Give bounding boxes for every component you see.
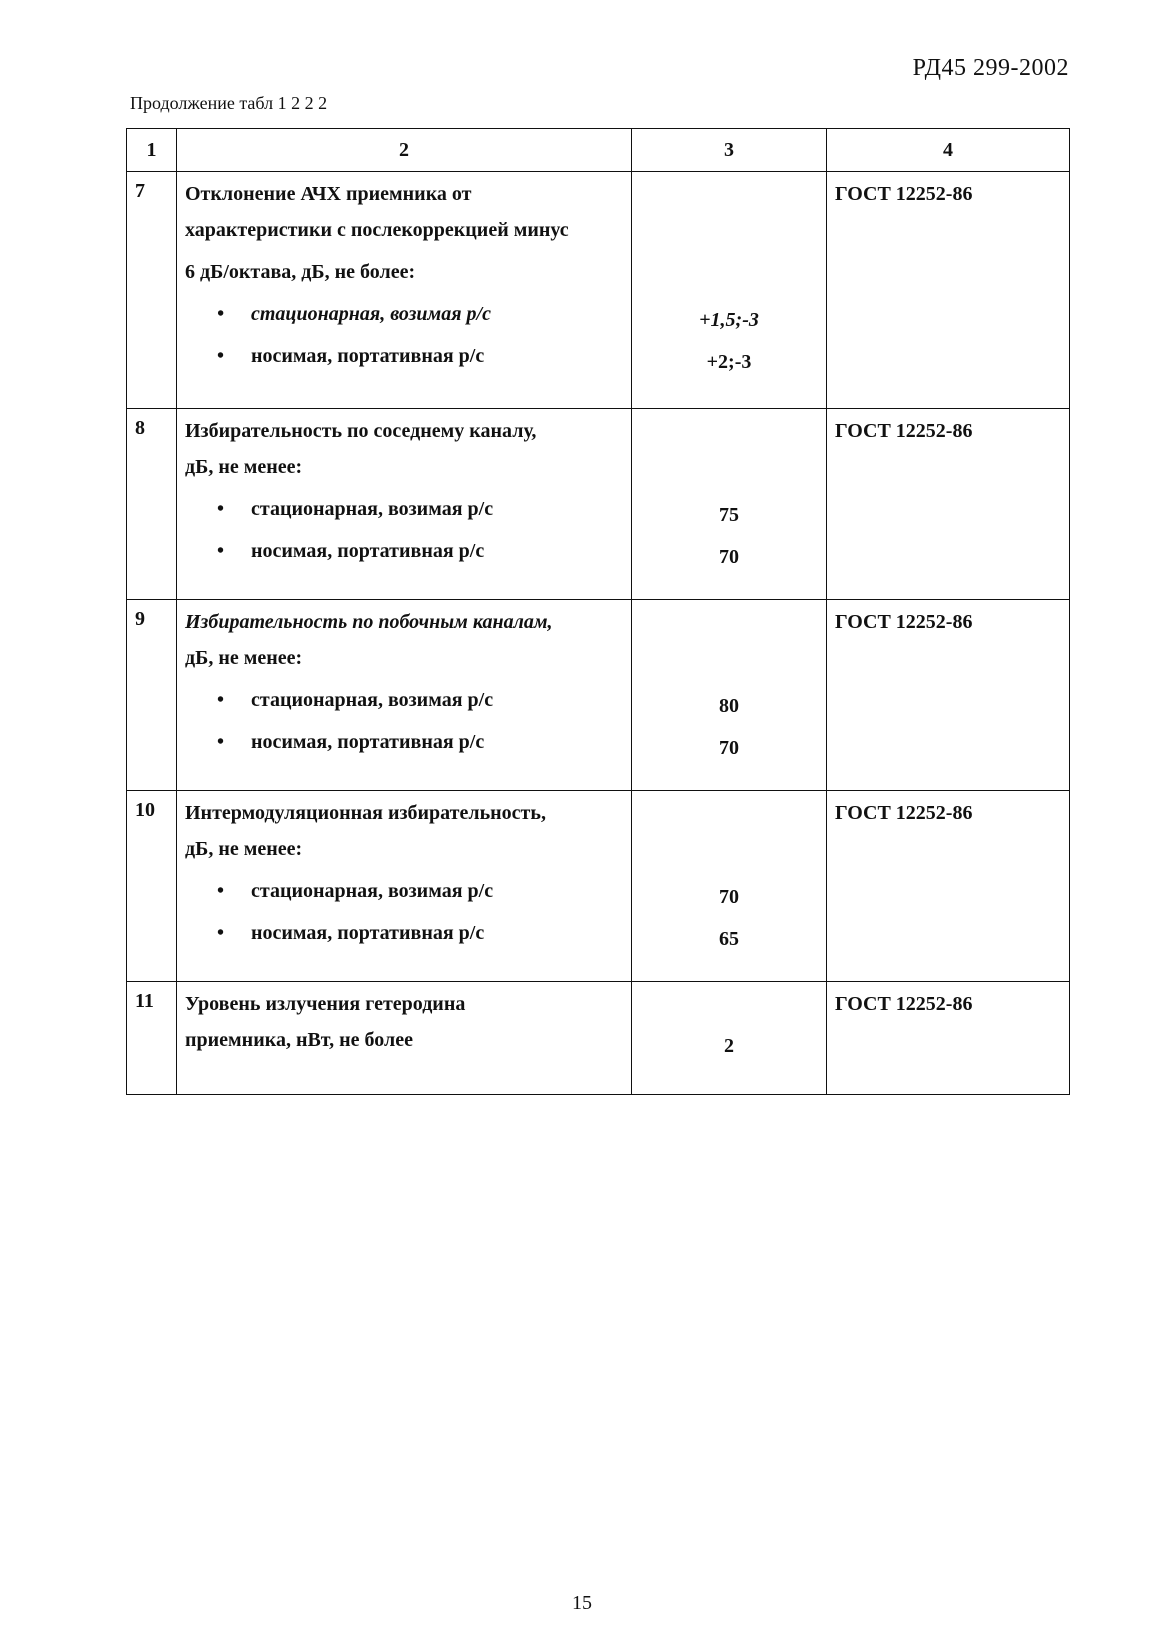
value-cell [632, 409, 827, 600]
bullet-text: стационарная, возимая р/с [251, 303, 491, 325]
page-number: 15 [572, 1592, 592, 1614]
row-number: 10 [135, 799, 155, 821]
parameter-value: 70 [719, 546, 739, 568]
value-cell [632, 172, 827, 409]
bullet-text: носимая, портативная р/с [251, 345, 485, 367]
bullet-text: стационарная, возимая р/с [251, 498, 494, 520]
table-row [127, 791, 1070, 982]
row-number-cell [127, 172, 177, 409]
bullet-icon: • [217, 498, 225, 520]
standard-cell [827, 172, 1070, 409]
bullet-item [177, 917, 631, 959]
table-row [127, 409, 1070, 600]
bullet-item [177, 535, 631, 577]
parameter-cell [177, 600, 632, 791]
column-header-2: 2 [177, 129, 632, 172]
table-row [127, 172, 1070, 409]
bullet-item [177, 493, 631, 535]
row-number: 8 [135, 417, 145, 439]
parameter-text-line: Отклонение АЧХ приемника от [185, 183, 472, 205]
bullet-item [177, 875, 631, 917]
bullet-text: носимая, портативная р/с [251, 540, 485, 562]
parameter-text-line: Интермодуляционная избирательность, [185, 802, 546, 824]
value-cell [632, 600, 827, 791]
standard-reference: ГОСТ 12252-86 [835, 993, 973, 1015]
parameter-cell [177, 409, 632, 600]
parameter-text-line: дБ, не менее: [185, 456, 303, 478]
row-number: 11 [135, 990, 154, 1012]
bullet-text: носимая, портативная р/с [251, 922, 485, 944]
parameter-text-line: дБ, не менее: [185, 647, 303, 669]
table-continuation-caption: Продолжение табл 1 2 2 2 [130, 93, 328, 113]
parameter-text-line: приемника, нВт, не более [185, 1029, 413, 1051]
document-code: РД45 299-2002 [912, 55, 1069, 81]
parameter-value: 70 [719, 737, 739, 759]
row-number-cell [127, 791, 177, 982]
bullet-icon: • [217, 303, 225, 325]
parameter-text-line: Уровень излучения гетеродина [185, 993, 466, 1015]
row-number-cell [127, 409, 177, 600]
standard-cell [827, 982, 1070, 1095]
parameter-value: 65 [719, 928, 739, 950]
standard-cell [827, 409, 1070, 600]
row-number: 7 [135, 180, 145, 202]
bullet-item [177, 726, 631, 768]
standard-reference: ГОСТ 12252-86 [835, 420, 973, 442]
standard-reference: ГОСТ 12252-86 [835, 183, 973, 205]
column-header-3: 3 [632, 129, 827, 172]
parameter-cell [177, 172, 632, 409]
parameter-cell [177, 982, 632, 1095]
parameter-text-line: Избирательность по побочным каналам, [185, 611, 553, 633]
table-row [127, 982, 1070, 1095]
parameter-text-line: дБ, не менее: [185, 838, 303, 860]
bullet-icon: • [217, 922, 225, 944]
row-number-cell [127, 600, 177, 791]
parameter-text-line: характеристики с послекоррекцией минус [185, 219, 569, 241]
standard-cell [827, 791, 1070, 982]
column-header-4: 4 [827, 129, 1070, 172]
parameter-value: 75 [719, 504, 739, 526]
bullet-item [177, 298, 631, 340]
bullet-text: носимая, портативная р/с [251, 731, 485, 753]
value-cell [632, 982, 827, 1095]
parameter-text-line: 6 дБ/октава, дБ, не более: [185, 261, 416, 283]
bullet-text: стационарная, возимая р/с [251, 880, 494, 902]
bullet-icon: • [217, 880, 225, 902]
bullet-item [177, 684, 631, 726]
parameter-value: +1,5;-3 [699, 309, 759, 331]
parameter-value: 70 [719, 886, 739, 908]
bullet-icon: • [217, 345, 225, 367]
parameter-cell [177, 791, 632, 982]
bullet-icon: • [217, 689, 225, 711]
standard-cell [827, 600, 1070, 791]
value-cell [632, 791, 827, 982]
parameter-text-line: Избирательность по соседнему каналу, [185, 420, 537, 442]
table-header-row [127, 129, 1070, 172]
row-number-cell [127, 982, 177, 1095]
bullet-item [177, 340, 631, 382]
bullet-icon: • [217, 731, 225, 753]
specification-table [126, 128, 1070, 1095]
parameter-value: +2;-3 [706, 351, 752, 373]
standard-reference: ГОСТ 12252-86 [835, 802, 973, 824]
parameter-value: 2 [724, 1035, 734, 1057]
bullet-icon: • [217, 540, 225, 562]
standard-reference: ГОСТ 12252-86 [835, 611, 973, 633]
row-number: 9 [135, 608, 145, 630]
parameter-value: 80 [719, 695, 739, 717]
table-row [127, 600, 1070, 791]
column-header-1: 1 [127, 129, 177, 172]
bullet-text: стационарная, возимая р/с [251, 689, 494, 711]
